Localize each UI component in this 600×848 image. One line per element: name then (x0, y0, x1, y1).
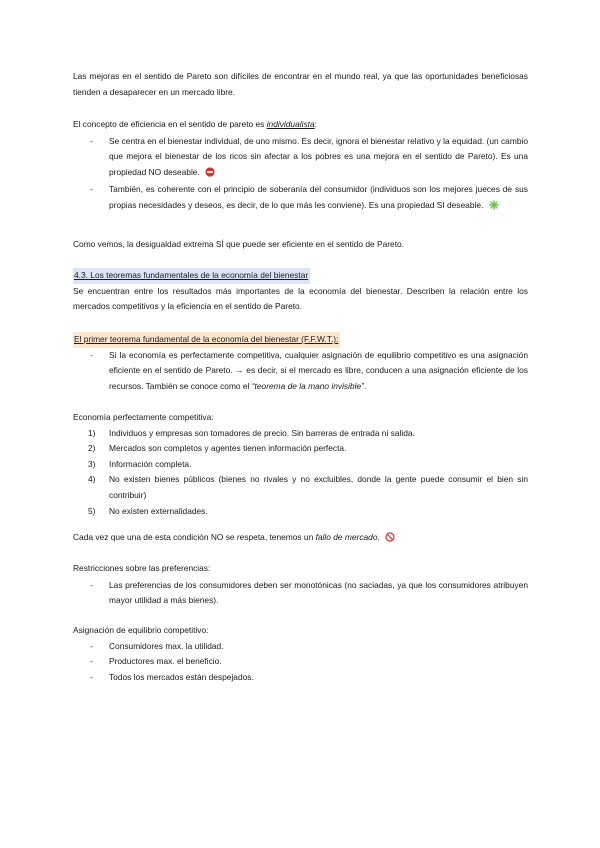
efficiency-lead: El concepto de eficiencia en el sentido de pareto es individualista: (73, 119, 317, 129)
theorem-list (73, 348, 528, 395)
list-item: - Si la economía es perfectamente competitiva, cualquier asignación de equilibrio competitivo es una asignación eficiente en el sentido de Pareto. → es decir, si el mercado es libre, conducen a una asignación eficiente de los recursos. También se conoce como el “teorema de la mano invisible”. (90, 349, 528, 391)
bullet-dash: - (90, 135, 93, 146)
prohibited-icon (385, 532, 395, 548)
efficiency-list (73, 134, 528, 216)
allocation-heading: Asignación de equilibrio competitivo: (73, 625, 209, 635)
list-item: - Productores max. el beneficio. (90, 656, 222, 667)
restrictions-list (73, 578, 528, 609)
intro-text: Las mejoras en el sentido de Pareto son difíciles de encontrar en el mundo real, ya que las oportunidades beneficiosas tienden a desaparecer en un mercado libre. (73, 71, 528, 97)
market-failure-text: Cada vez que una de esta condición NO se respeta, tenemos un fallo de mercado. (73, 530, 528, 548)
theorem-heading: El primer teorema fundamental de la economía del bienestar (F.F.W.T.): (73, 332, 340, 348)
list-item: 3) Información completa. (88, 458, 192, 469)
allocation-block (73, 623, 528, 685)
list-item: 5) No existen externalidades. (88, 505, 208, 516)
list-item: 2) Mercados son completos y agentes tienen información perfecta. (88, 443, 347, 454)
bullet-dash: - (90, 579, 93, 590)
list-item: - Se centra en el bienestar individual, de uno mismo. Es decir, ignora el bienestar relativo y la equidad. (un cambio que mejora el bienestar de los ricos sin afectar a los pobres es una mejora en el sentido de Pareto). Es una propiedad NO deseable. (73, 134, 528, 183)
sparkle-icon (489, 200, 499, 216)
no-entry-icon (205, 167, 215, 183)
invisible-hand-quote: “teorema de la mano invisible” (251, 380, 364, 391)
list-item: - Todos los mercados están despejados. (90, 671, 254, 682)
efficiency-block (73, 117, 528, 216)
section-intro: Se encuentran entre los resultados más importantes de la economía del bienestar. Describen la relación entre los mercados competitivos y la eficiencia en el sentido de Pareto. (73, 285, 528, 312)
intro-paragraph (73, 69, 528, 100)
list-item: - Consumidores max. la utilidad. (90, 640, 224, 651)
section-4-3 (73, 268, 528, 315)
conditions-list (73, 426, 528, 520)
bullet-dash: - (90, 349, 93, 360)
market-failure-paragraph (73, 530, 528, 548)
list-item: - Las preferencias de los consumidores deben ser monotónicas (no saciadas, ya que los consumidores atribuyen mayor utilidad a más bienes). (90, 579, 528, 606)
fallo-de-mercado-term: fallo de mercado (315, 532, 378, 542)
restrictions-heading: Restricciones sobre las preferencias: (73, 563, 211, 573)
conclusion-text: Como vemos, la desigualdad extrema SÍ que puede ser eficiente en el sentido de Pareto. (73, 239, 405, 249)
list-item: 4) No existen bienes públicos (bienes no rivales y no excluibles, donde la gente puede consumir el bien sin contribuir) (88, 474, 528, 500)
list-item: - También, es coherente con el principio de soberanía del consumidor (individuos son los mejores jueces de sus propias necesidades y deseos, es decir, de lo que más les conviene). Es una propiedad SI deseable. (73, 182, 528, 215)
bullet-dash: - (90, 184, 93, 195)
allocation-list (73, 639, 528, 686)
section-heading: 4.3. Los teoremas fundamentales de la economía del bienestar (73, 268, 310, 284)
perfect-competition-block (73, 410, 528, 519)
individualista-term: individualista (266, 119, 315, 129)
restrictions-block (73, 561, 528, 609)
list-item: 1) Individuos y empresas son tomadores de precio. Sin barreras de entrada ni salida. (88, 427, 415, 438)
first-theorem-block (73, 332, 528, 394)
perfect-heading: Economía perfectamente competitiva: (73, 412, 214, 422)
conclusion-paragraph (73, 237, 528, 253)
